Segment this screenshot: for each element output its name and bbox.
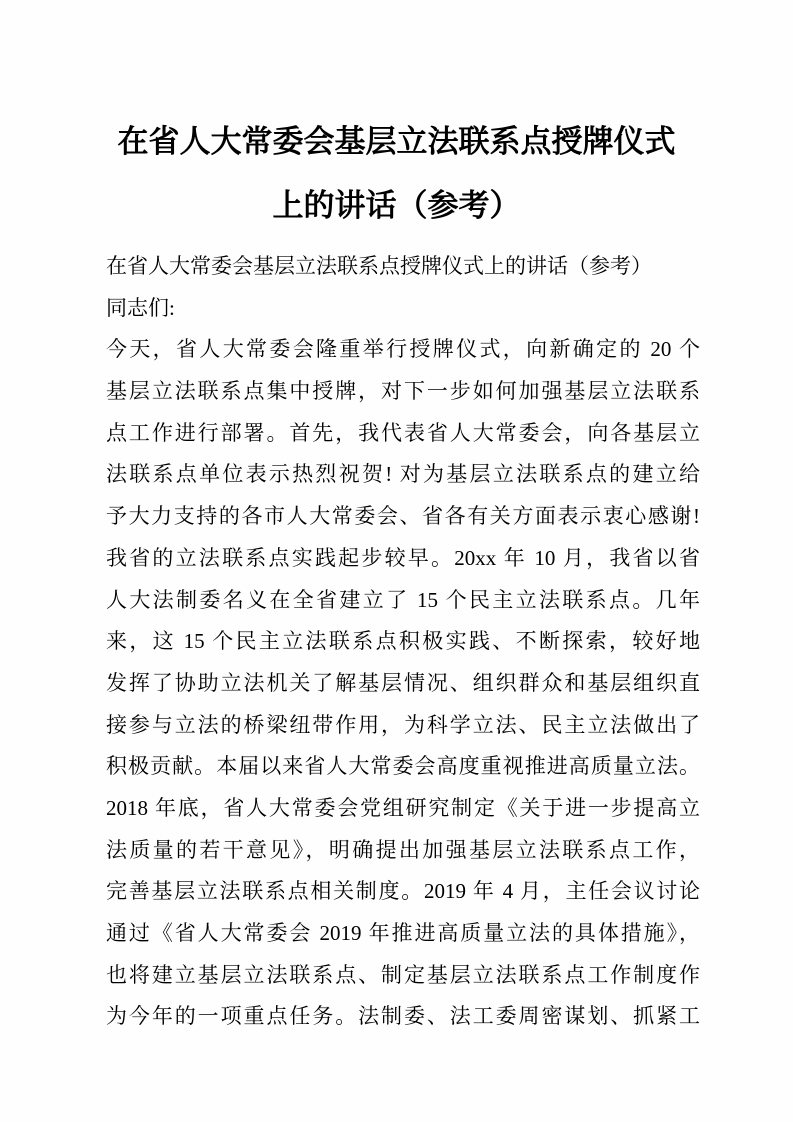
body-line: 完善基层立法联系点相关制度。2019 年 4 月，主任会议讨论 (106, 879, 700, 904)
body-line: 积极贡献。本届以来省人大常委会高度重视推进高质量立法。 (106, 754, 700, 779)
body-line: 基层立法联系点集中授牌，对下一步如何加强基层立法联系 (106, 379, 700, 404)
title-line-1: 在省人大常委会基层立法联系点授牌仪式 (117, 124, 676, 159)
body-line: 2018 年底，省人大常委会党组研究制定《关于进一步提高立 (106, 795, 700, 820)
body-line: 今天，省人大常委会隆重举行授牌仪式，向新确定的 20 个 (106, 337, 700, 362)
document-title (0, 0, 793, 238)
title-line-2: 上的讲话（参考） (272, 188, 521, 223)
body-line: 发挥了协助立法机关了解基层情况、组织群众和基层组织直 (106, 670, 700, 695)
body-line: 人大法制委名义在全省建立了 15 个民主立法联系点。几年 (106, 587, 700, 612)
body-line: 为今年的一项重点任务。法制委、法工委周密谋划、抓紧工 (106, 1004, 700, 1029)
body-line: 来，这 15 个民主立法联系点积极实践、不断探索，较好地 (106, 629, 700, 654)
body-line: 也将建立基层立法联系点、制定基层立法联系点工作制度作 (106, 962, 700, 987)
body-line: 在省人大常委会基层立法联系点授牌仪式上的讲话（参考） (106, 254, 652, 278)
body-line: 我省的立法联系点实践起步较早。20xx 年 10 月，我省以省 (106, 545, 700, 570)
body-line: 接参与立法的桥梁纽带作用，为科学立法、民主立法做出了 (106, 712, 700, 737)
body-line: 通过《省人大常委会 2019 年推进高质量立法的具体措施》， (106, 921, 700, 945)
body-line: 点工作进行部署。首先，我代表省人大常委会，向各基层立 (106, 420, 700, 445)
document-body (106, 246, 700, 1038)
body-line: 法联系点单位表示热烈祝贺! 对为基层立法联系点的建立给 (106, 462, 700, 487)
body-line: 法质量的若干意见》，明确提出加强基层立法联系点工作， (106, 837, 700, 862)
body-line: 同志们: (106, 295, 175, 320)
body-line: 予大力支持的各市人大常委会、省各有关方面表示衷心感谢! (106, 504, 700, 529)
